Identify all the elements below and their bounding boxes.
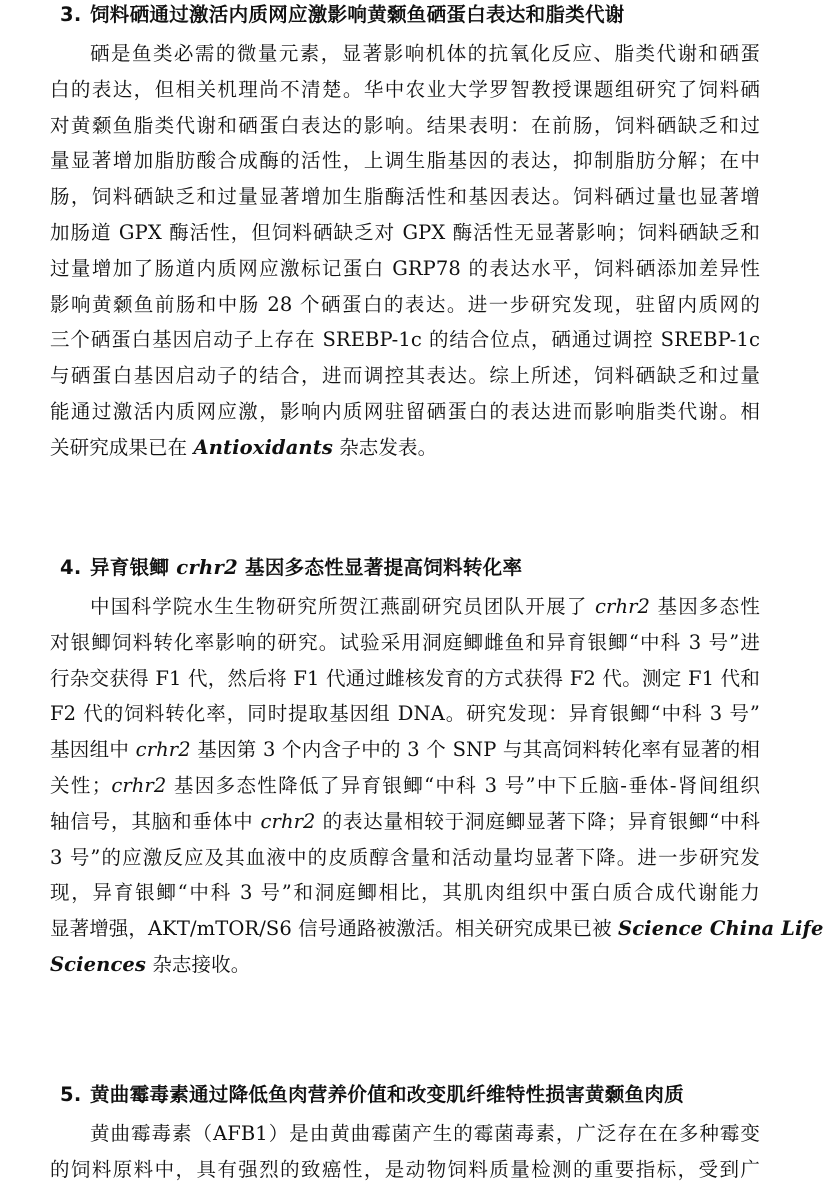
paragraph-line [50, 430, 760, 466]
paragraph-line: 黄曲霉毒素（AFB1）是由黄曲霉菌产生的霉菌毒素，广泛存在在多种霉变 [90, 1122, 760, 1145]
section-heading [50, 555, 760, 581]
text-run: 杂志接收。 [146, 952, 251, 976]
section-title: 基因多态性显著提高饲料转化率 [237, 556, 523, 579]
section-number: 3. [60, 3, 82, 26]
text-run: 中国科学院水生生物研究所贺江燕副研究员团队开展了 [90, 595, 595, 618]
paragraph-line [50, 911, 823, 947]
gene-name: crhr2 [176, 556, 238, 579]
text-run: 的表达量相较于洞庭鲫显著下降；异育银鲫“中科 [315, 809, 760, 833]
paragraph-line: 能通过激活内质网应激，影响内质网驻留硒蛋白的表达进而影响脂类代谢。相 [50, 399, 760, 423]
paragraph-line: 过量增加了肠道内质网应激标记蛋白 GRP78 的表达水平，饲料硒添加差异性 [50, 256, 760, 280]
paragraph-line: 的饲料原料中，具有强烈的致癌性，是动物饲料质量检测的重要指标，受到广 [50, 1157, 760, 1181]
paragraph-line: 硒是鱼类必需的微量元素，显著影响机体的抗氧化反应、脂类代谢和硒蛋 [90, 42, 760, 65]
paragraph-line: 与硒蛋白基因启动子的结合，进而调控其表达。综上所述，饲料硒缺乏和过量 [50, 364, 760, 388]
text-run: 杂志发表。 [332, 435, 438, 459]
paragraph-line: 行杂交获得 F1 代，然后将 F1 代通过雌核发育的方式获得 F2 代。测定 F1 代和 [50, 666, 760, 690]
gene-name: crhr2 [135, 738, 191, 762]
paragraph-line: 加肠道 GPX 酶活性，但饲料硒缺乏对 GPX 酶活性无显著影响；饲料硒缺乏和 [50, 220, 760, 244]
text-run: 轴信号，其脑和垂体中 [50, 809, 261, 833]
paragraph-line: 三个硒蛋白基因启动子上存在 SREBP-1c 的结合位点，硒通过调控 SREBP-1c [50, 328, 760, 352]
journal-name: Science China Life [618, 917, 823, 941]
section-number: 4. [60, 556, 82, 579]
section-5 [50, 1082, 760, 1188]
paragraph-line [50, 804, 760, 840]
paragraph-line [50, 732, 760, 768]
gene-name: crhr2 [595, 595, 651, 618]
section-title: 异育银鲫 [90, 556, 177, 579]
section-body [50, 1116, 760, 1188]
section-title: 饲料硒通过激活内质网应激影响黄颡鱼硒蛋白表达和脂类代谢 [90, 3, 625, 26]
paragraph-line [50, 768, 760, 804]
paragraph-line: 现，异育银鲫“中科 3 号”和洞庭鲫相比，其肌肉组织中蛋白质合成代谢能力 [50, 881, 760, 905]
gene-name: crhr2 [260, 809, 316, 833]
text-run: 基因多态性降低了异育银鲫“中科 3 号”中下丘脑-垂体-肾间组织 [166, 773, 760, 797]
section-heading [50, 2, 760, 28]
text-run: 基因第 3 个内含子中的 3 个 SNP 与其高饲料转化率有显著的相 [190, 738, 761, 762]
text-run: 显著增强，AKT/mTOR/S6 信号通路被激活。相关研究成果已被 [50, 917, 619, 941]
text-run: 关性； [50, 773, 112, 797]
paragraph-line: 影响黄颡鱼前肠和中肠 28 个硒蛋白的表达。进一步研究发现，驻留内质网的 [50, 292, 760, 316]
section-body [50, 36, 760, 466]
section-4 [50, 555, 823, 983]
paragraph-line: 3 号”的应激反应及其血液中的皮质醇含量和活动量均显著下降。进一步研究发 [50, 845, 760, 869]
paragraph-line: 对黄颡鱼脂类代谢和硒蛋白表达的影响。结果表明：在前肠，饲料硒缺乏和过 [50, 113, 760, 137]
paragraph-line: 量显著增加脂肪酸合成酶的活性，上调生脂基因的表达，抑制脂肪分解；在中 [50, 149, 760, 173]
paragraph-line: 白的表达，但相关机理尚不清楚。华中农业大学罗智教授课题组研究了饲料硒 [50, 77, 760, 101]
journal-name: Antioxidants [193, 435, 333, 459]
section-number: 5. [60, 1083, 82, 1106]
paragraph-line: 对银鲫饲料转化率影响的研究。试验采用洞庭鲫雌鱼和异育银鲫“中科 3 号”进 [50, 630, 760, 654]
text-run: 基因多态性 [650, 595, 760, 618]
text-run: 关研究成果已在 [50, 435, 194, 459]
paragraph-line: F2 代的饲料转化率，同时提取基因组 DNA。研究发现：异育银鲫“中科 3 号” [50, 702, 760, 726]
section-body [50, 589, 823, 983]
section-heading [50, 1082, 760, 1108]
section-3 [50, 2, 760, 466]
section-title: 黄曲霉毒素通过降低鱼肉营养价值和改变肌纤维特性损害黄颡鱼肉质 [90, 1083, 685, 1106]
text-run: 基因组中 [50, 738, 136, 762]
paragraph-line [50, 947, 760, 983]
journal-name: Sciences [50, 952, 147, 976]
paragraph-line [50, 589, 760, 625]
gene-name: crhr2 [111, 773, 167, 797]
paragraph-line: 肠，饲料硒缺乏和过量显著增加生脂酶活性和基因表达。饲料硒过量也显著增 [50, 185, 760, 209]
